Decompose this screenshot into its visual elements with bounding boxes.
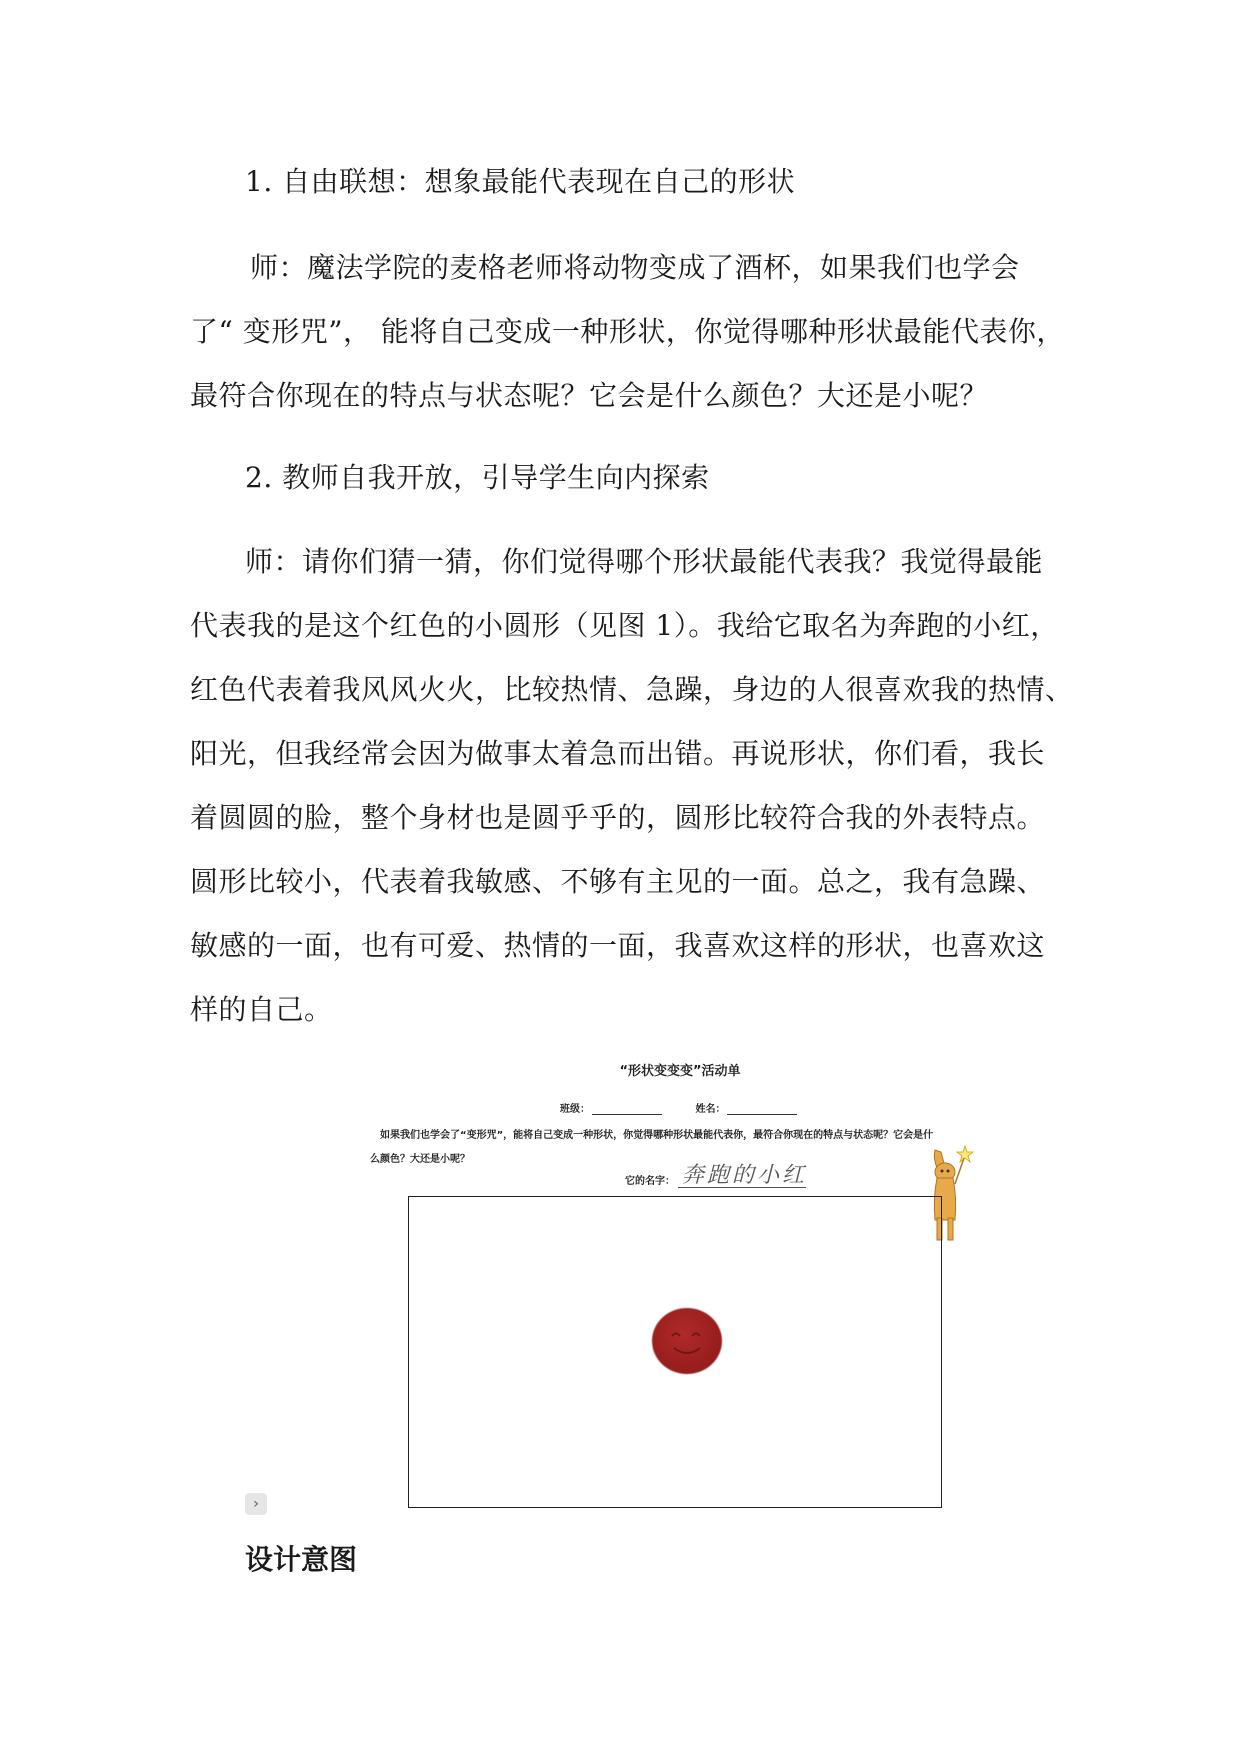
handwritten-name: 奔跑的小红 <box>682 1163 808 1188</box>
smile-icon <box>652 1308 722 1374</box>
question-line-1: 如果我们也学会了“变形咒”，能将自己变成一种形状，你觉得哪种形状最能代表你，最符合你现在的特点与状态呢？它会是什 <box>380 1130 934 1141</box>
class-label: 班级： <box>560 1104 590 1115</box>
section1-line-3: 最符合你现在的特点与状态呢？它会是什么颜色？大还是小呢？ <box>190 379 989 412</box>
question-line-2: 么颜色？大还是小呢？ <box>370 1154 470 1165</box>
section1-line-1: 师：魔法学院的麦格老师将动物变成了酒杯，如果我们也学会 <box>250 251 1020 284</box>
worksheet-fields <box>560 1100 827 1115</box>
section2-line-8: 样的自己。 <box>190 993 333 1026</box>
section2-line-4: 阳光，但我经常会因为做事太着急而出错。再说形状，你们看，我长 <box>190 737 1046 770</box>
section1-line-2: 了“ 变形咒”， 能将自己变成一种形状，你觉得哪种形状最能代表你， <box>190 315 1065 348</box>
its-name-label: 它的名字： <box>625 1176 675 1187</box>
section2-line-2: 代表我的是这个红色的小圆形（见图 1）。我给它取名为奔跑的小红， <box>190 609 1059 642</box>
its-name-line <box>678 1187 806 1188</box>
worksheet-title: “形状变变变”活动单 <box>619 1064 741 1079</box>
class-blank <box>592 1114 662 1115</box>
worksheet-question <box>370 1124 990 1172</box>
section2-line-6: 圆形比较小，代表着我敏感、不够有主见的一面。总之，我有急躁、 <box>190 865 1046 898</box>
section2-line-1: 师：请你们猜一猜，你们觉得哪个形状最能代表我？我觉得最能 <box>245 545 1044 578</box>
name-blank <box>727 1114 797 1115</box>
section2-line-5: 着圆圆的脸，整个身材也是圆乎乎的，圆形比较符合我的外表特点。 <box>190 801 1046 834</box>
section2-line-3: 红色代表着我风风火火，比较热情、急躁，身边的人很喜欢我的热情、 <box>190 673 1074 706</box>
name-label: 姓名： <box>695 1104 726 1115</box>
section2-heading: 2. 教师自我开放，引导学生向内探索 <box>245 461 710 494</box>
section2-line-7: 敏感的一面，也有可爱、热情的一面，我喜欢这样的形状，也喜欢这 <box>190 929 1046 962</box>
worksheet-figure <box>360 1060 1000 1520</box>
section1-heading: 1. 自由联想：想象最能代表现在自己的形状 <box>245 165 796 198</box>
chevron-right-icon[interactable]: › <box>245 1493 267 1515</box>
design-intent-heading: 设计意图 <box>245 1543 358 1576</box>
